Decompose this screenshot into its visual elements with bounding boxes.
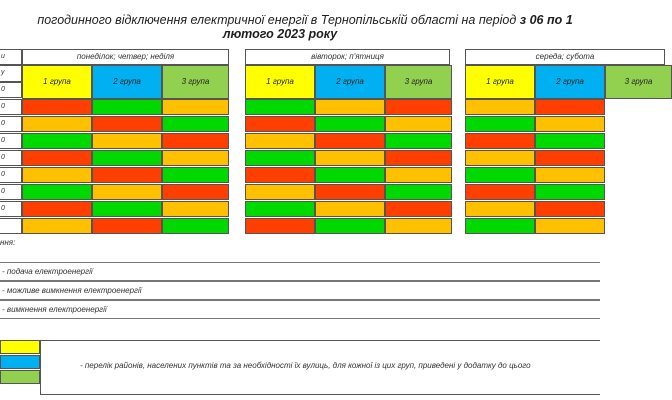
schedule-cell (535, 201, 605, 217)
day-header: вівторок; п'ятниця (245, 49, 450, 65)
group-header-2: 2 група (315, 65, 385, 99)
schedule-cell (22, 184, 92, 200)
schedule-cell (245, 218, 315, 234)
schedule-cell (92, 133, 162, 149)
side-cell: 0 (0, 133, 22, 149)
schedule-cell (245, 184, 315, 200)
schedule-cell (465, 218, 535, 234)
schedule-cell (245, 116, 315, 132)
schedule-cell (385, 150, 452, 166)
group-header-2: 2 група (92, 65, 162, 99)
title-line-1 (0, 13, 610, 27)
schedule-cell (162, 201, 229, 217)
schedule-cell (385, 184, 452, 200)
schedule-cell (315, 133, 385, 149)
schedule-cell (315, 218, 385, 234)
schedule-cell (22, 218, 92, 234)
schedule-cell (465, 116, 535, 132)
schedule-cell (315, 116, 385, 132)
group-header-1: 1 група (245, 65, 315, 99)
schedule-cell (162, 99, 229, 115)
schedule-cell (385, 133, 452, 149)
legend-outage: - вимкнення електроенергії (0, 300, 600, 319)
schedule-cell (385, 167, 452, 183)
schedule-cell (245, 150, 315, 166)
group-header-3: 3 група (162, 65, 229, 99)
schedule-cell (92, 99, 162, 115)
schedule-cell (465, 133, 535, 149)
side-cell: у (0, 65, 22, 82)
schedule-cell (385, 218, 452, 234)
title-line-2: лютого 2023 року (222, 27, 338, 41)
group-3-swatch (0, 370, 40, 384)
group-2-swatch (0, 355, 40, 369)
schedule-cell (315, 201, 385, 217)
schedule-cell (465, 184, 535, 200)
schedule-cell (535, 167, 605, 183)
schedule-cell (92, 201, 162, 217)
side-cell: 0 (0, 201, 22, 217)
schedule-cell (162, 184, 229, 200)
side-cell: 0 (0, 116, 22, 132)
group-header-1: 1 група (465, 65, 535, 99)
day-header: середа; субота (465, 49, 665, 65)
schedule-cell (535, 184, 605, 200)
title-dates: з 06 по 1 (519, 13, 573, 27)
schedule-cell (535, 150, 605, 166)
group-header-2: 2 група (535, 65, 605, 99)
group-header-3: 3 група (605, 65, 672, 99)
schedule-cell (535, 218, 605, 234)
side-cell: 0 (0, 99, 22, 115)
schedule-cell (92, 218, 162, 234)
group-header-1: 1 група (22, 65, 92, 99)
schedule-cell (22, 150, 92, 166)
schedule-cell (535, 133, 605, 149)
schedule-cell (22, 99, 92, 115)
side-cell: 0 (0, 82, 22, 98)
schedule-cell (465, 201, 535, 217)
schedule-cell (315, 99, 385, 115)
schedule-cell (315, 167, 385, 183)
schedule-cell (162, 116, 229, 132)
legend-supply: - подача електроенергії (0, 262, 600, 281)
schedule-cell (92, 184, 162, 200)
schedule-cell (162, 133, 229, 149)
side-cell: 0 (0, 184, 22, 200)
side-cell (0, 218, 22, 234)
schedule-cell (315, 184, 385, 200)
schedule-cell (535, 116, 605, 132)
side-cell: и (0, 49, 22, 65)
schedule-cell (92, 150, 162, 166)
schedule-cell (162, 218, 229, 234)
schedule-cell (245, 201, 315, 217)
title-prefix: погодинного відключення електричної енергії в Тернопільській області на період (37, 13, 520, 27)
schedule-cell (315, 150, 385, 166)
schedule-cell (245, 167, 315, 183)
schedule-cell (385, 99, 452, 115)
schedule-cell (385, 201, 452, 217)
schedule-cell (465, 167, 535, 183)
schedule-cell (245, 133, 315, 149)
notes-label: ння: (0, 238, 16, 247)
side-cell: 0 (0, 167, 22, 183)
group-header-3: 3 група (385, 65, 452, 99)
schedule-cell (92, 116, 162, 132)
schedule-cell (22, 201, 92, 217)
group-1-swatch (0, 340, 40, 354)
schedule-cell (245, 99, 315, 115)
schedule-cell (162, 150, 229, 166)
schedule-cell (22, 167, 92, 183)
schedule-cell (22, 133, 92, 149)
schedule-cell (535, 99, 605, 115)
schedule-cell (162, 167, 229, 183)
schedule-cell (465, 150, 535, 166)
schedule-cell (385, 116, 452, 132)
schedule-cell (465, 99, 535, 115)
side-cell: 0 (0, 150, 22, 166)
schedule-cell (92, 167, 162, 183)
legend-possible-outage: - можливе вимкнення електроенергії (0, 281, 600, 300)
schedule-cell (22, 116, 92, 132)
bottom-note: - перелік районів, населених пунктів та за необхідності їх вулиць, для кожної із цих груп, приведені у додатку до цього (80, 361, 531, 370)
day-header: понеділок; четвер; неділя (22, 49, 229, 65)
